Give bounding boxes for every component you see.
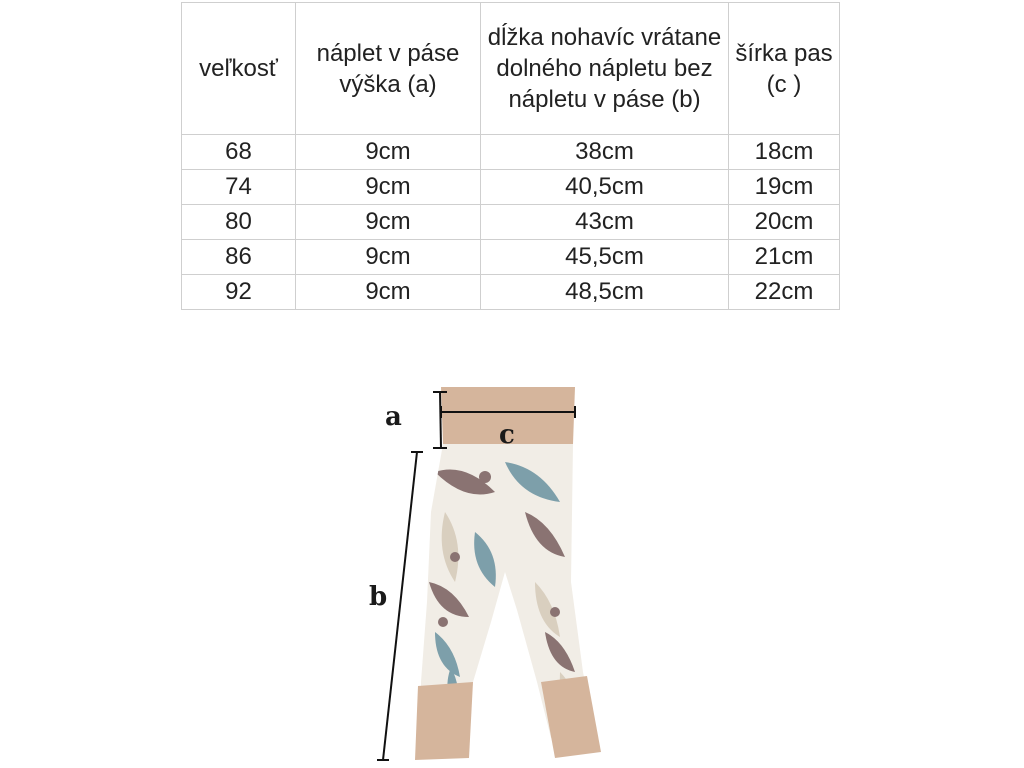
pants-measurement-diagram [355, 382, 605, 768]
table-row [182, 170, 840, 205]
size-table [181, 2, 840, 310]
cell-size: 80 [182, 205, 296, 240]
cell-size: 68 [182, 135, 296, 170]
cell-size: 74 [182, 170, 296, 205]
cell-waist-width: 22cm [729, 275, 840, 310]
cell-waist-width: 19cm [729, 170, 840, 205]
cell-waistband-height: 9cm [296, 275, 481, 310]
header-waistband-height: náplet v páse výška (a) [296, 3, 481, 135]
pants-illustration [355, 382, 605, 768]
table-row [182, 205, 840, 240]
cell-waistband-height: 9cm [296, 240, 481, 275]
cell-waist-width: 18cm [729, 135, 840, 170]
cell-waist-width: 20cm [729, 205, 840, 240]
header-size: veľkosť [182, 3, 296, 135]
header-waist-width: šírka pas (c ) [729, 3, 840, 135]
cell-leg-length: 38cm [481, 135, 729, 170]
table-row [182, 275, 840, 310]
cell-size: 86 [182, 240, 296, 275]
cell-waistband-height: 9cm [296, 135, 481, 170]
cell-waist-width: 21cm [729, 240, 840, 275]
table-row [182, 240, 840, 275]
measurement-label-b: b [369, 582, 388, 612]
cell-waistband-height: 9cm [296, 205, 481, 240]
cell-leg-length: 48,5cm [481, 275, 729, 310]
measurement-label-c: c [499, 420, 515, 450]
cell-size: 92 [182, 275, 296, 310]
cell-leg-length: 43cm [481, 205, 729, 240]
header-leg-length: dĺžka nohavíc vrátane dolného nápletu bez nápletu v páse (b) [481, 3, 729, 135]
measurement-label-a: a [385, 402, 402, 432]
cell-leg-length: 45,5cm [481, 240, 729, 275]
cell-leg-length: 40,5cm [481, 170, 729, 205]
cell-waistband-height: 9cm [296, 170, 481, 205]
table-header-row [182, 3, 840, 135]
table-row [182, 135, 840, 170]
